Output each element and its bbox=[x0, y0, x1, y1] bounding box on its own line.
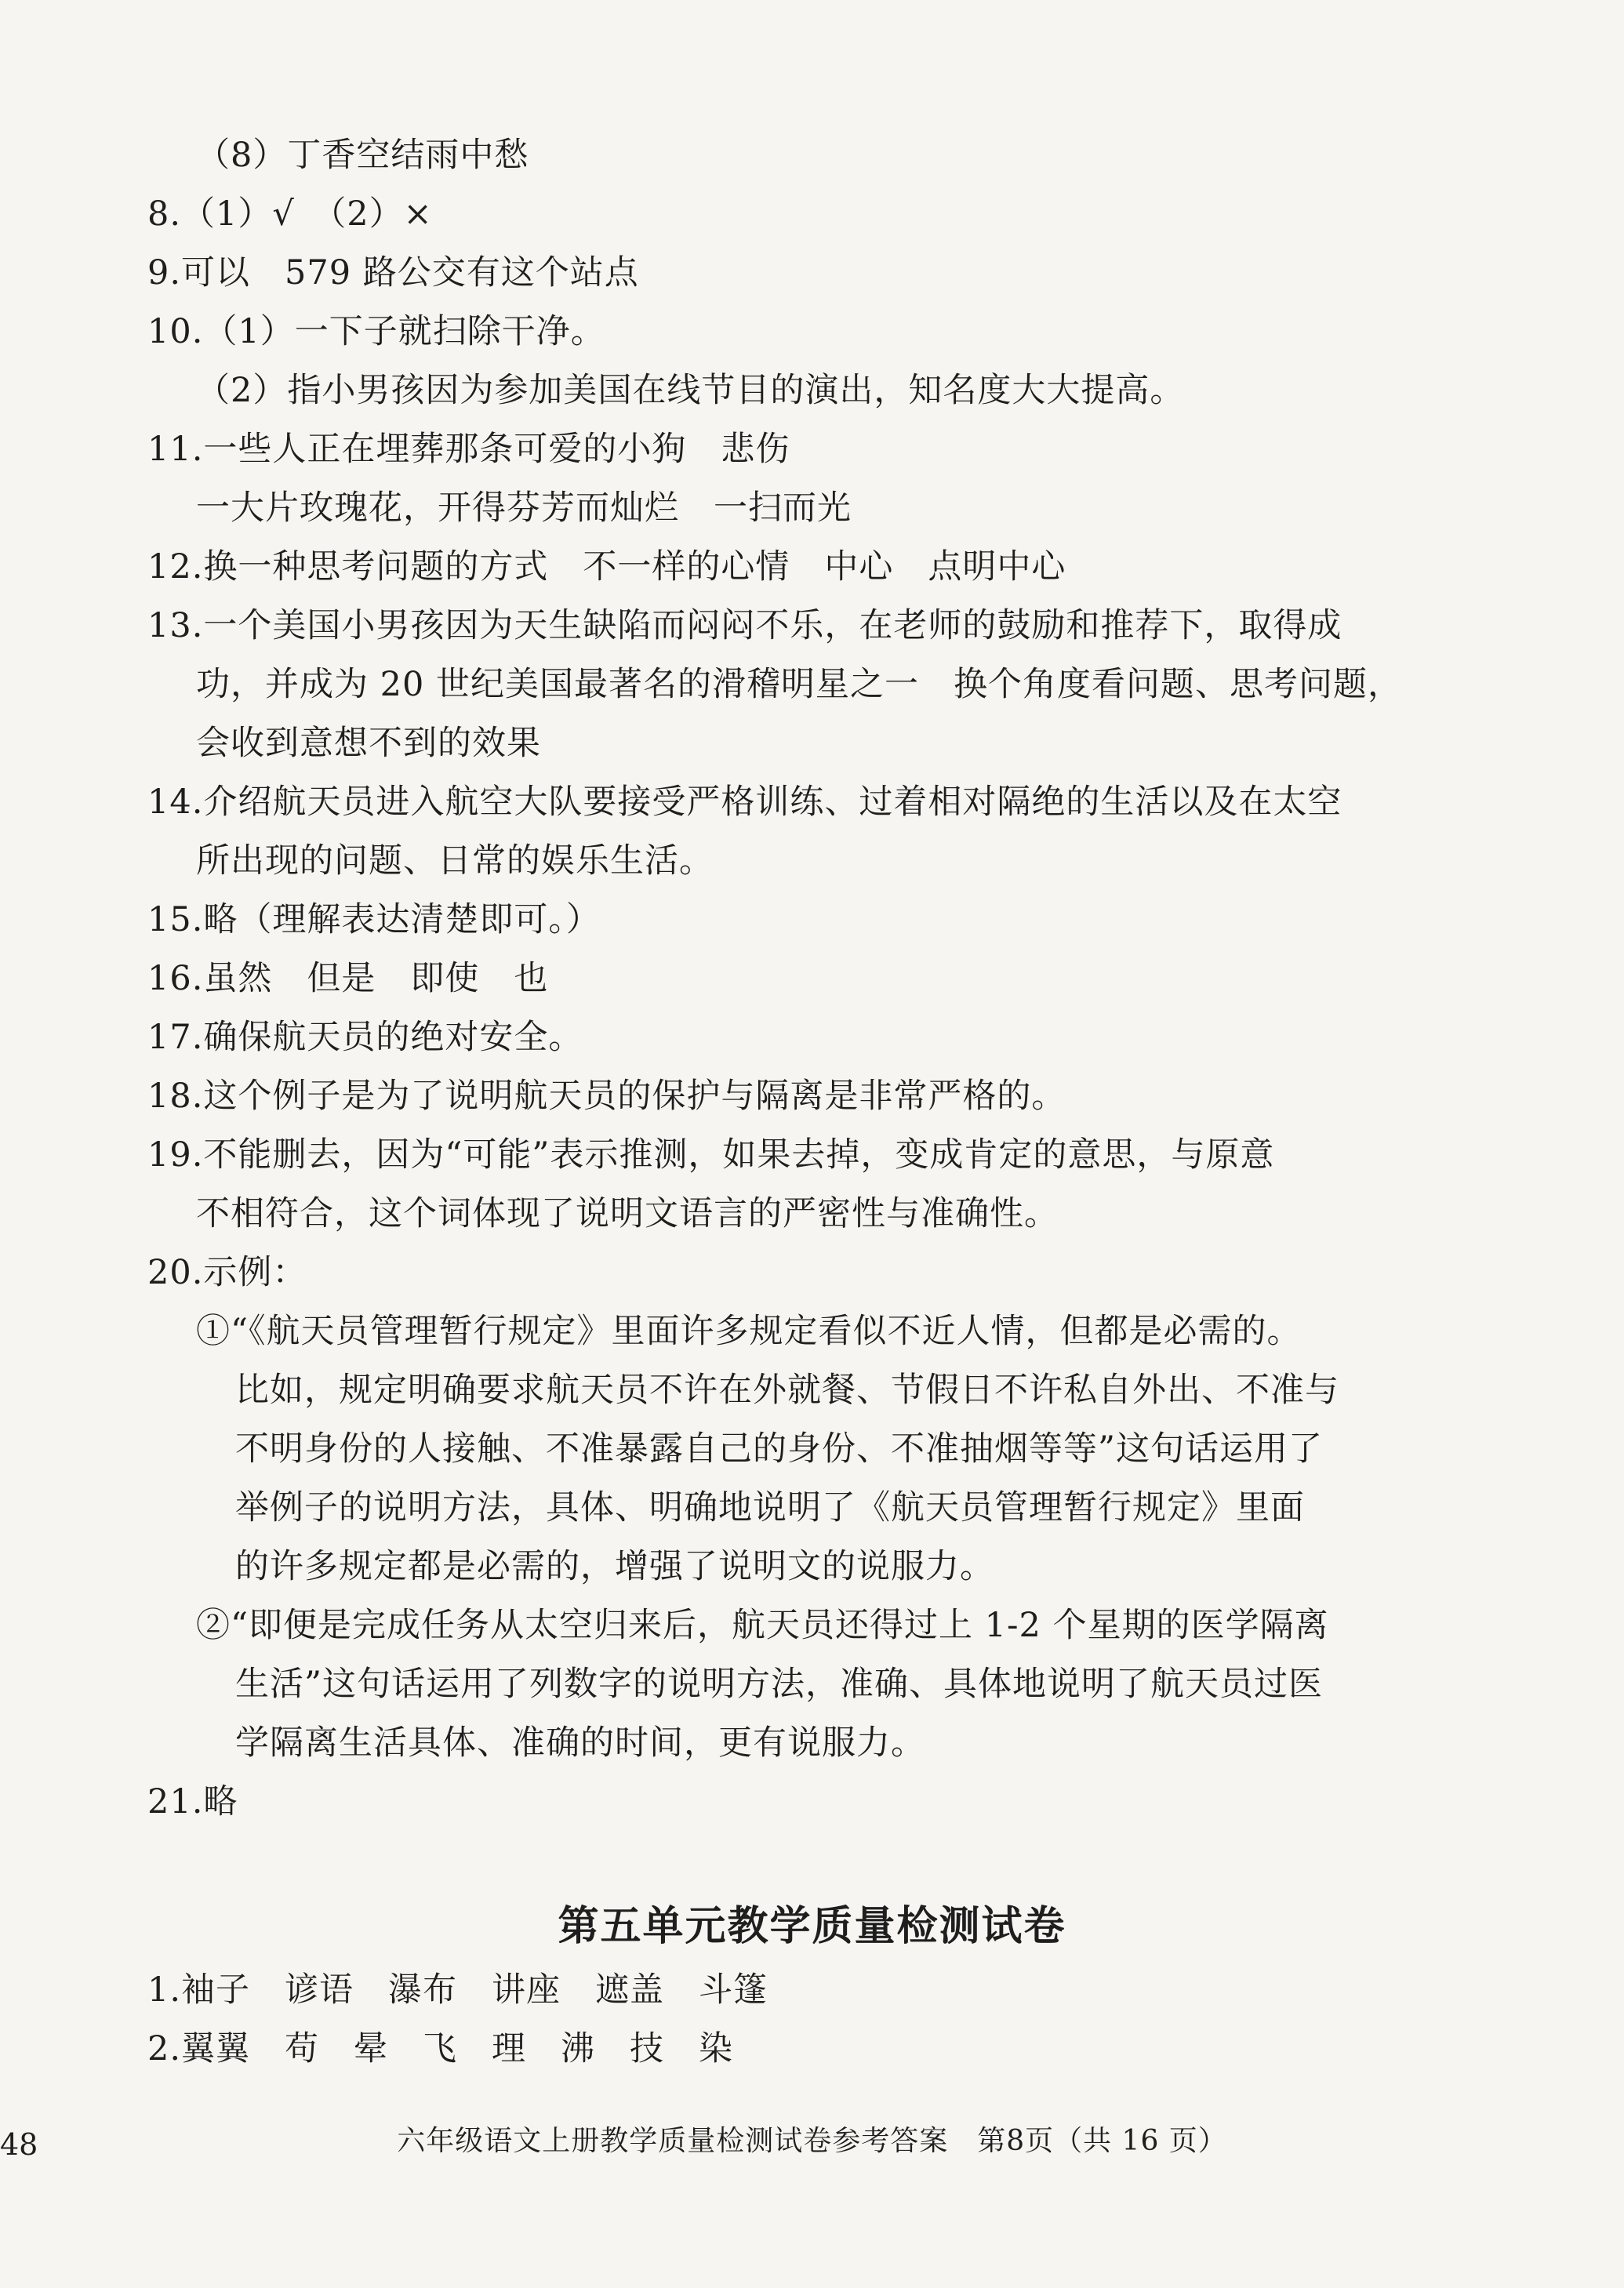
answer-line: 13.一个美国小男孩因为天生缺陷而闷闷不乐，在老师的鼓励和推荐下，取得成 bbox=[147, 606, 1342, 645]
answer-line: （8）丁香空结雨中愁 bbox=[196, 136, 529, 175]
answer-line: 10.（1）一下子就扫除干净。 bbox=[147, 312, 605, 351]
answer-line: 举例子的说明方法，具体、明确地说明了《航天员管理暂行规定》里面 bbox=[235, 1488, 1305, 1527]
answer-line: 功，并成为 20 世纪美国最著名的滑稽明星之一 换个角度看问题、思考问题， bbox=[196, 665, 1403, 704]
section-answer-line: 2.翼翼 苟 晕 飞 理 沸 技 染 bbox=[147, 2029, 734, 2068]
answer-line: 的许多规定都是必需的，增强了说明文的说服力。 bbox=[235, 1547, 994, 1586]
answer-line: 生活”这句话运用了列数字的说明方法，准确、具体地说明了航天员过医 bbox=[235, 1665, 1323, 1704]
answer-line: （2）指小男孩因为参加美国在线节目的演出，知名度大大提高。 bbox=[196, 371, 1185, 410]
answer-line: 19.不能删去，因为“可能”表示推测，如果去掉，变成肯定的意思，与原意 bbox=[147, 1135, 1275, 1175]
answer-line: 15.略（理解表达清楚即可。） bbox=[147, 900, 601, 939]
section-title: 第五单元教学质量检测试卷 bbox=[558, 1902, 1066, 1950]
answer-line: 所出现的问题、日常的娱乐生活。 bbox=[196, 841, 714, 881]
page-number: 48 bbox=[0, 2127, 38, 2162]
answer-line: 11.一些人正在埋葬那条可爱的小狗 悲伤 bbox=[147, 430, 790, 469]
answer-line: 不相符合，这个词体现了说明文语言的严密性与准确性。 bbox=[196, 1194, 1059, 1233]
answer-line: 17.确保航天员的绝对安全。 bbox=[147, 1018, 583, 1057]
answer-line: 18.这个例子是为了说明航天员的保护与隔离是非常严格的。 bbox=[147, 1077, 1066, 1116]
answer-line: 12.换一种思考问题的方式 不一样的心情 中心 点明中心 bbox=[147, 547, 1066, 587]
answer-line: ②“即便是完成任务从太空归来后，航天员还得过上 1-2 个星期的医学隔离 bbox=[196, 1606, 1329, 1645]
answer-line: 21.略 bbox=[147, 1782, 238, 1821]
answer-line: 会收到意想不到的效果 bbox=[196, 724, 541, 763]
answer-line: 一大片玫瑰花，开得芬芳而灿烂 一扫而光 bbox=[196, 488, 852, 528]
answer-line: 20.示例： bbox=[147, 1253, 307, 1292]
answer-line: 9.可以 579 路公交有这个站点 bbox=[147, 253, 639, 292]
answer-line: 16.虽然 但是 即使 也 bbox=[147, 959, 549, 998]
answer-line: 14.介绍航天员进入航空大队要接受严格训练、过着相对隔绝的生活以及在太空 bbox=[147, 783, 1342, 822]
answer-line: ①“《航天员管理暂行规定》里面许多规定看似不近人情，但都是必需的。 bbox=[196, 1312, 1302, 1351]
answer-line: 不明身份的人接触、不准暴露自己的身份、不准抽烟等等”这句话运用了 bbox=[235, 1429, 1323, 1469]
answer-line: 学隔离生活具体、准确的时间，更有说服力。 bbox=[235, 1723, 925, 1763]
answer-line: 8.（1）√ （2）× bbox=[147, 194, 433, 234]
answer-line: 比如，规定明确要求航天员不许在外就餐、节假日不许私自外出、不准与 bbox=[235, 1371, 1339, 1410]
section-answer-line: 1.袖子 谚语 瀑布 讲座 遮盖 斗篷 bbox=[147, 1970, 768, 2010]
page-footer: 六年级语文上册教学质量检测试卷参考答案 第8页（共 16 页） bbox=[397, 2125, 1227, 2157]
